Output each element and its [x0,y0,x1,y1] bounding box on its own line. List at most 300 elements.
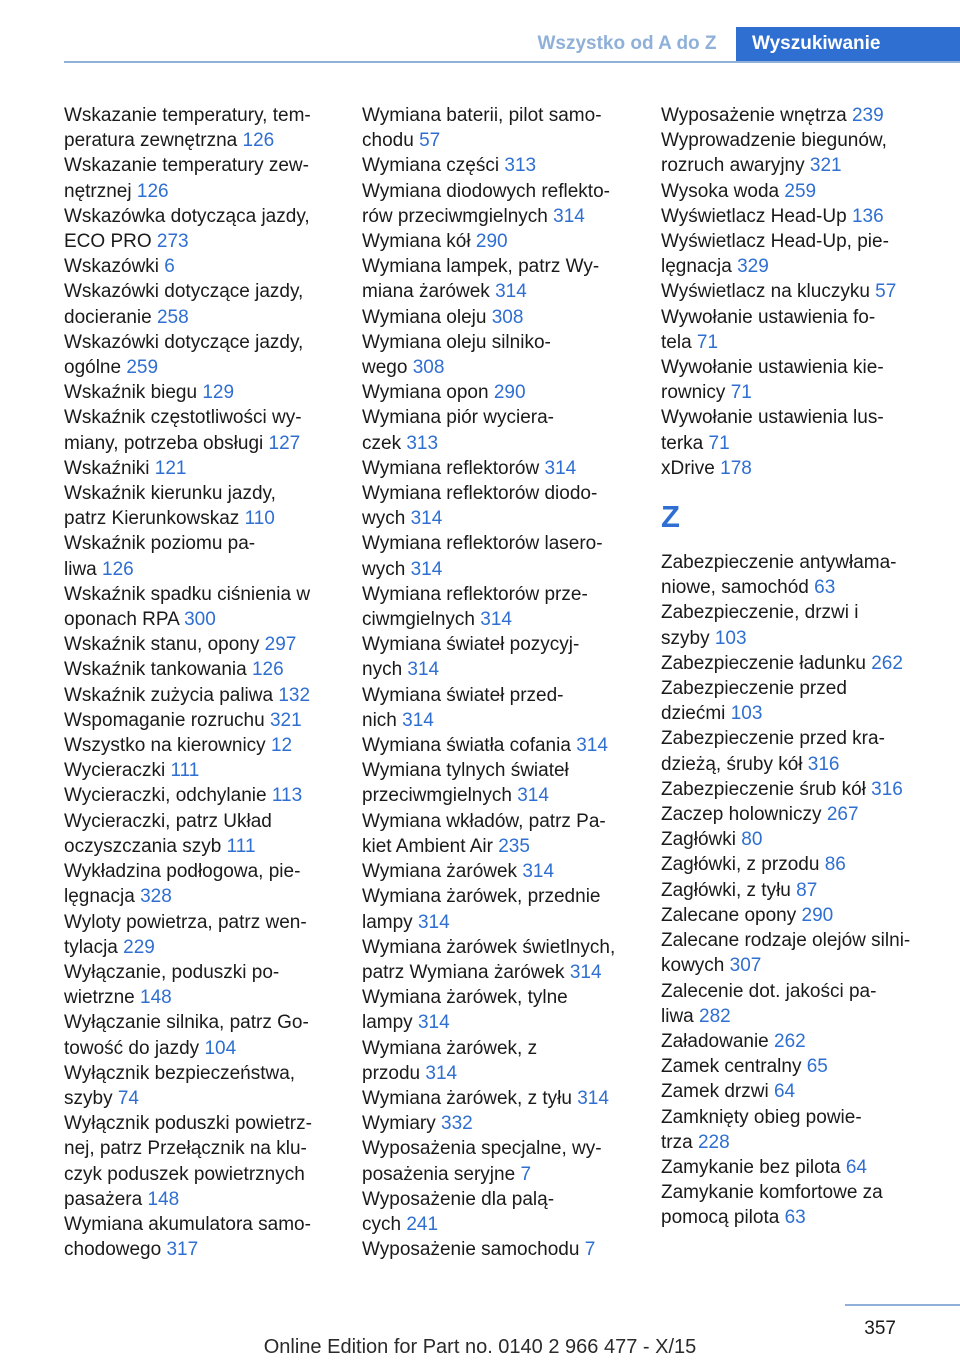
entry-text: Zagłówki [661,829,736,851]
entry-text: Wymiana baterii, pilot samo- [362,105,602,126]
index-entry [661,928,941,978]
page-reference-link[interactable]: 314 [417,911,450,933]
index-entry-line [661,1205,941,1230]
entry-text: terka [661,432,704,454]
page-reference-link[interactable]: 321 [269,709,302,731]
index-entry-line [362,985,634,1010]
index-entry [64,809,336,859]
entry-text: Wskaźnik zużycia paliwa [64,684,274,706]
index-entry-line [64,809,336,834]
page-reference-link[interactable]: 259 [784,180,817,202]
page-reference-link[interactable]: 314 [410,508,443,530]
index-entry [64,960,336,1010]
page-reference-link[interactable]: 290 [493,382,526,404]
index-entry-line [362,935,634,960]
entry-text: Wymiana lampek, patrz Wy- [362,256,600,278]
page-reference-link[interactable]: 314 [410,558,443,580]
entry-text: Wskaźnik spadku ciśnienia w [64,583,311,605]
page-reference-link[interactable]: 71 [696,331,719,353]
index-entry-line [64,128,336,153]
page-reference-link[interactable]: 121 [154,457,187,479]
page-reference-link[interactable]: 321 [809,155,842,177]
index-entry [661,651,941,676]
entry-text: nych [362,659,403,681]
entry-text: ogólne [64,357,122,379]
index-entry-line [661,928,941,953]
page-reference-link[interactable]: 63 [814,577,836,599]
index-entry [64,103,336,153]
page-reference-link[interactable]: 314 [517,785,549,807]
index-entry [362,380,634,405]
index-entry-line [661,852,941,877]
entry-text: Wywołanie ustawienia fo- [661,306,876,328]
index-entry [64,758,336,783]
entry-text: Wymiana świateł pozycyj- [362,634,580,656]
page-reference-link[interactable]: 297 [264,634,297,656]
index-entry-line [362,330,634,355]
entry-text: wych [362,508,406,530]
entry-text: Wymiary [362,1113,436,1135]
index-entry-line [64,758,336,783]
index-entry [64,632,336,657]
page-reference-link[interactable]: 314 [553,205,585,227]
page-reference-link[interactable]: 7 [584,1239,596,1261]
page-reference-link[interactable]: 87 [796,879,818,901]
index-entry-line [661,279,941,304]
section-label: Wszystko od A do Z [537,33,717,54]
index-entry-line [362,607,634,632]
index-entry [362,985,634,1035]
entry-text: peratura zewnętrzna [64,130,238,152]
page-reference-link[interactable]: 314 [495,281,527,303]
index-entry-line [661,651,941,676]
entry-text: Wymiana wkładów, patrz Pa- [362,810,606,832]
page-reference-link[interactable]: 314 [402,709,434,731]
index-entry-line [661,752,941,777]
page-reference-link[interactable]: 332 [441,1113,473,1135]
page-reference-link[interactable]: 308 [412,357,445,379]
page-reference-link[interactable]: 313 [504,155,537,177]
page-reference-link[interactable]: 262 [774,1030,806,1052]
index-entry-line [362,355,634,380]
page-reference-link[interactable]: 314 [425,1062,458,1084]
page-reference-link[interactable]: 314 [569,961,602,983]
index-entry-line [362,1086,634,1111]
page-reference-link[interactable]: 316 [871,778,903,800]
page-reference-link[interactable]: 126 [251,659,284,681]
entry-text: Wyposażenie samochodu [362,1239,580,1261]
entry-text: Zagłówki, z przodu [661,854,820,876]
entry-text: Zamek drzwi [661,1081,769,1103]
page-reference-link[interactable]: 314 [522,861,555,883]
page-reference-link[interactable]: 148 [140,987,172,1009]
index-entry-line [64,1010,336,1035]
entry-text: Wymiana żarówek [362,861,518,883]
entry-text: Zabezpieczenie przed kra- [661,728,885,750]
entry-text: Wskazówki [64,256,160,278]
index-entry-line [362,1212,634,1237]
page-reference-link[interactable]: 126 [102,558,134,580]
index-entry-line [362,960,634,985]
index-entry-line [362,657,634,682]
page-reference-link[interactable]: 314 [544,457,577,479]
index-entry-line [362,708,634,733]
entry-text: Wyloty powietrza, patrz wen- [64,911,307,933]
page-reference-link[interactable]: 267 [826,804,859,826]
entry-text: tela [661,331,692,353]
index-entry-line [64,229,336,254]
page-reference-link[interactable]: 7 [520,1163,532,1185]
entry-text: Wymiana opon [362,382,489,404]
page-reference-link[interactable]: 308 [491,306,524,328]
page-reference-link[interactable]: 74 [117,1087,139,1109]
entry-text: Zabezpieczenie ładunku [661,652,866,674]
index-entry [64,204,336,254]
entry-text: Wyposażenia specjalne, wy- [362,1138,602,1160]
index-entry-line [64,1212,336,1237]
index-entry-line [362,481,634,506]
page-reference-link[interactable]: 80 [741,829,763,851]
entry-text: Wskazówka dotycząca jazdy, [64,205,310,227]
page-reference-link[interactable]: 228 [697,1131,730,1153]
entry-text: lampy [362,1012,413,1034]
index-entry [661,1180,941,1230]
entry-text: Wskaźnik tankowania [64,659,247,681]
page-reference-link[interactable]: 258 [156,306,189,328]
index-entry [362,859,634,884]
page-reference-link[interactable]: 12 [270,735,293,757]
entry-text: Wskaźnik stanu, opony [64,634,260,656]
entry-text: lęgnacja [661,256,732,278]
index-column-2 [362,103,634,1262]
page-reference-link[interactable]: 282 [699,1005,731,1027]
entry-text: ciwmgielnych [362,609,475,631]
entry-text: oponach RPA [64,609,179,631]
page-reference-link[interactable]: 111 [170,760,200,782]
page-reference-link[interactable]: 239 [851,105,884,126]
edition-footer: Online Edition for Part no. 0140 2 966 477 - X/15 [263,1336,697,1358]
index-entry-line [64,1086,336,1111]
page-reference-link[interactable]: 313 [406,432,439,454]
index-entry-line [362,683,634,708]
page-reference-link[interactable]: 129 [202,382,235,404]
index-entry-line [362,783,634,808]
index-entry-line [64,204,336,229]
index-entry [661,204,941,229]
index-entry-line [661,456,941,481]
index-entry-line [64,708,336,733]
page-reference-link[interactable]: 328 [140,886,172,908]
entry-text: Wycieraczki [64,760,166,782]
entry-text: Wymiana diodowych reflekto- [362,180,610,202]
entry-text: Wyświetlacz Head-Up, pie- [661,231,889,253]
page-reference-link[interactable]: 259 [126,357,159,379]
index-entry-line [362,103,634,128]
index-entry-line [661,380,941,405]
index-entry-line [64,683,336,708]
page-reference-link[interactable]: 314 [417,1012,450,1034]
index-entry [64,783,336,808]
entry-text: Wymiana żarówek, tylne [362,987,568,1009]
index-entry-line [64,405,336,430]
index-entry-line [64,153,336,178]
entry-text: Zabezpieczenie śrub kół [661,778,866,800]
index-entry [64,279,336,329]
entry-text: Wyświetlacz Head-Up [661,205,847,227]
entry-text: patrz Wymiana żarówek [362,961,565,983]
index-column-3 [661,103,941,1231]
page-reference-link[interactable]: 64 [845,1156,867,1178]
page-reference-link[interactable]: 229 [123,936,155,958]
index-entry-line [661,1029,941,1054]
index-entry-line [661,777,941,802]
entry-text: Wymiana świateł przed- [362,684,564,706]
index-entry-line [64,103,336,128]
page-reference-link[interactable]: 241 [406,1213,439,1235]
index-entry-line [661,103,941,128]
entry-text: Wskazanie temperatury, tem- [64,105,311,126]
index-entry [362,582,634,632]
index-group-w [661,103,941,481]
index-entry-line [661,355,941,380]
index-entry-line [661,128,941,153]
page-reference-link[interactable]: 300 [184,609,216,631]
page-reference-link[interactable]: 113 [271,785,303,807]
page-reference-link[interactable]: 65 [806,1056,828,1078]
entry-text: liwa [661,1005,694,1027]
entry-text: Zaczep holowniczy [661,804,822,826]
entry-text: Wywołanie ustawienia lus- [661,407,884,429]
page-reference-link[interactable]: 57 [419,130,441,152]
entry-text: Wymiana oleju [362,306,487,328]
index-entry [64,153,336,203]
entry-text: miany, potrzeba obsługi [64,432,264,454]
index-entry-line [64,431,336,456]
index-entry-line [661,827,941,852]
index-entry-line [64,330,336,355]
entry-text: patrz Kierunkowskaz [64,508,240,530]
entry-text: Wyłącznik bezpieczeństwa, [64,1062,296,1084]
index-entry-line [661,600,941,625]
page-reference-link[interactable]: 314 [480,609,512,631]
page-reference-link[interactable]: 57 [875,281,897,303]
index-entry [362,809,634,859]
index-entry [661,979,941,1029]
index-entry-line [64,305,336,330]
entry-text: Wyposażenie wnętrza [661,105,847,126]
index-entry-line [362,128,634,153]
index-entry-line [362,531,634,556]
entry-text: chodowego [64,1239,162,1261]
index-entry-line [64,506,336,531]
footer-rule [845,1304,960,1306]
page-reference-link[interactable]: 132 [278,684,311,706]
index-entry [64,683,336,708]
entry-text: liwa [64,558,97,580]
entry-text: cych [362,1213,402,1235]
index-entry-line [661,330,941,355]
page-reference-link[interactable]: 136 [851,205,884,227]
index-entry-line [64,910,336,935]
index-entry [362,935,634,985]
index-entry-line [64,1136,336,1161]
index-entry [362,456,634,481]
entry-text: Wymiana akumulatora samo- [64,1213,311,1235]
entry-text: Wskazówki dotyczące jazdy, [64,281,304,303]
entry-text: rów przeciwmgielnych [362,205,548,227]
page-reference-link[interactable]: 103 [714,627,747,649]
entry-text: Wymiana żarówek, z [362,1037,538,1059]
page-reference-link[interactable]: 6 [164,256,175,278]
index-entry-line [64,859,336,884]
index-entry-line [64,254,336,279]
index-entry-line [661,1054,941,1079]
index-entry [64,380,336,405]
index-entry [661,1054,941,1079]
page-reference-link[interactable]: 126 [136,180,169,202]
index-entry [64,1212,336,1262]
entry-text: Wszystko na kierownicy [64,735,266,757]
entry-text: chodu [362,130,414,152]
entry-text: Wymiana części [362,155,500,177]
index-entry-line [661,550,941,575]
index-entry-line [64,733,336,758]
index-entry [64,859,336,909]
page-reference-link[interactable]: 314 [576,735,608,757]
page-reference-link[interactable]: 63 [784,1207,806,1229]
page-reference-link[interactable]: 314 [407,659,440,681]
entry-text: Wywołanie ustawienia kie- [661,357,884,379]
page-reference-link[interactable]: 316 [807,753,840,775]
index-entry-line [661,953,941,978]
index-entry [64,456,336,481]
index-entry-line [661,1105,941,1130]
index-entry [661,1029,941,1054]
section-letter: Z [661,499,680,535]
index-entry [362,179,634,229]
entry-text: Wyprowadzenie biegunów, [661,130,887,152]
page-reference-link[interactable]: 71 [708,432,730,454]
index-entry [64,330,336,380]
page-reference-link[interactable]: 314 [577,1087,609,1109]
index-entry-line [64,1187,336,1212]
entry-text: Wskazówki dotyczące jazdy, [64,331,304,353]
index-entry-line [64,1111,336,1136]
entry-text: pasażera [64,1188,143,1210]
page-reference-link[interactable]: 126 [242,130,275,152]
index-entry [661,179,941,204]
entry-text: Zabezpieczenie antywłama- [661,552,897,574]
index-entry-line [362,1036,634,1061]
page-reference-link[interactable]: 111 [226,835,256,857]
active-section-tab: Wyszukiwanie [736,27,960,61]
page-reference-link[interactable]: 262 [871,652,903,674]
entry-text: Wyłączanie, poduszki po- [64,961,280,983]
page-reference-link[interactable]: 103 [730,703,763,725]
entry-text: Wyłącznik poduszki powietrz- [64,1113,312,1135]
index-entry-line [362,506,634,531]
index-entry-line [362,380,634,405]
page-reference-link[interactable]: 273 [156,231,189,253]
index-entry [362,330,634,380]
page-reference-link[interactable]: 317 [166,1239,199,1261]
entry-text: Zabezpieczenie przed [661,678,847,700]
index-entry-line [64,632,336,657]
index-entry-line [362,884,634,909]
page-reference-link[interactable]: 307 [729,955,762,977]
page-header [0,27,960,63]
index-entry-line [64,481,336,506]
index-entry [661,229,941,279]
page-reference-link[interactable]: 104 [204,1037,237,1059]
index-entry-line [362,305,634,330]
index-entry [64,910,336,960]
index-entry-line [362,1136,634,1161]
page-reference-link[interactable]: 329 [737,256,769,278]
index-entry-line [362,279,634,304]
entry-text: wego [362,357,408,379]
page-reference-link[interactable]: 127 [268,432,301,454]
index-entry-line [661,305,941,330]
index-entry [661,827,941,852]
index-entry-line [362,834,634,859]
entry-text: Zalecenie dot. jakości pa- [661,980,877,1002]
entry-text: rozruch awaryjny [661,155,805,177]
entry-text: Wycieraczki, patrz Układ [64,810,272,832]
page-reference-link[interactable]: 86 [824,854,846,876]
index-entry [661,903,941,928]
entry-text: Wymiana reflektorów [362,457,540,479]
index-entry-line [64,355,336,380]
index-entry-line [661,405,941,430]
entry-text: Wskaźniki [64,457,150,479]
page-reference-link[interactable]: 235 [498,835,530,857]
index-entry [64,1010,336,1060]
index-entry-line [661,979,941,1004]
entry-text: Zalecane rodzaje olejów silni- [661,930,911,952]
index-entry-line [661,1004,941,1029]
index-entry-line [661,153,941,178]
index-entry-line [64,1162,336,1187]
index-entry [64,531,336,581]
entry-text: Wskazanie temperatury zew- [64,155,309,177]
page-reference-link[interactable]: 64 [773,1081,796,1103]
index-entry-line [661,431,941,456]
index-entry-line [64,456,336,481]
entry-text: Wymiana reflektorów diodo- [362,483,598,505]
entry-text: docieranie [64,306,152,328]
entry-text: Wskaźnik biegu [64,382,198,404]
page-reference-link[interactable]: 290 [475,231,508,253]
index-entry-line [64,657,336,682]
entry-text: przeciwmgielnych [362,785,512,807]
entry-text: towość do jazdy [64,1037,200,1059]
index-entry [64,1111,336,1212]
entry-text: rownicy [661,382,726,404]
page-reference-link[interactable]: 290 [801,904,834,926]
entry-text: Wymiana tylnych świateł [362,760,569,782]
page-reference-link[interactable]: 178 [720,457,752,479]
index-entry-line [362,859,634,884]
entry-text: Wymiana żarówek, z tyłu [362,1087,572,1109]
entry-text: xDrive [661,457,715,479]
page-reference-link[interactable]: 110 [244,508,275,530]
index-entry-line [362,733,634,758]
index-entry [362,1187,634,1237]
page-reference-link[interactable]: 148 [147,1188,180,1210]
page-reference-link[interactable]: 71 [730,382,752,404]
index-entry-line [661,1130,941,1155]
